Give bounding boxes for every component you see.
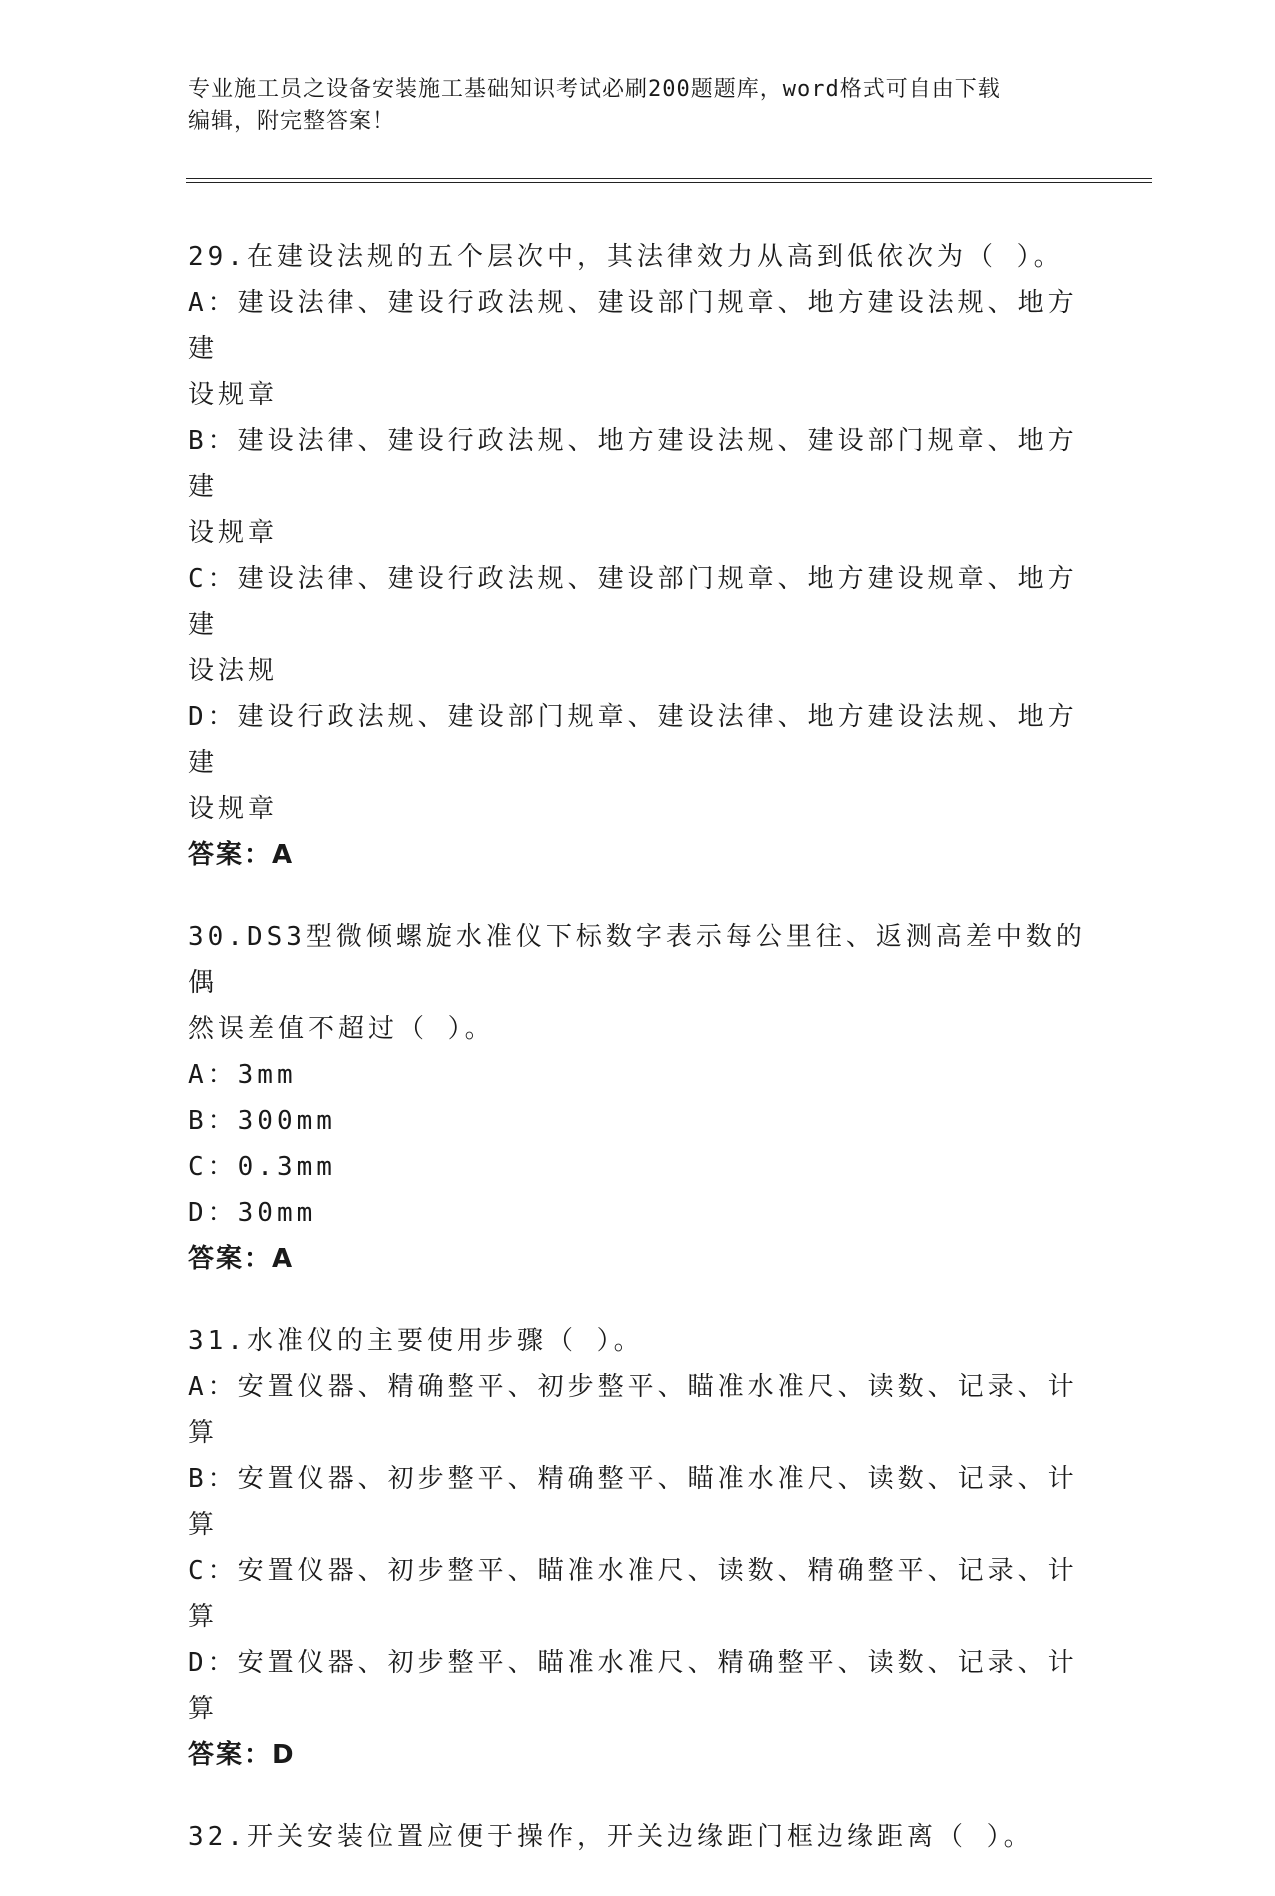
answer-label: 答案：D (188, 1740, 296, 1770)
option-a: A：建设法律、建设行政法规、建设部门规章、地方建设法规、地方建 设规章 (188, 288, 1078, 410)
question-stem: 31.水准仪的主要使用步骤（ ）。 (188, 1326, 644, 1356)
question-30 (188, 914, 1088, 1282)
option-d: D：安置仪器、初步整平、瞄准水准尺、精确整平、读数、记录、计算 (188, 1648, 1078, 1724)
question-29 (188, 234, 1088, 878)
option-b: B：300mm (188, 1106, 336, 1136)
option-a: A：安置仪器、精确整平、初步整平、瞄准水准尺、读数、记录、计算 (188, 1372, 1078, 1448)
option-b: B：安置仪器、初步整平、精确整平、瞄准水准尺、读数、记录、计算 (188, 1464, 1078, 1540)
header-title-line-2: 编辑，附完整答案！ (188, 109, 396, 134)
option-d: D：建设行政法规、建设部门规章、建设法律、地方建设法规、地方建 设规章 (188, 702, 1078, 824)
answer-label: 答案：A (188, 1244, 295, 1274)
option-d: D：30mm (188, 1198, 317, 1228)
question-31 (188, 1318, 1088, 1778)
option-b: B：建设法律、建设行政法规、地方建设法规、建设部门规章、地方建 设规章 (188, 426, 1078, 548)
question-stem: 30.DS3型微倾螺旋水准仪下标数字表示每公里往、返测高差中数的偶 (188, 922, 1086, 998)
header-divider (186, 178, 1152, 183)
option-c: C：安置仪器、初步整平、瞄准水准尺、读数、精确整平、记录、计算 (188, 1556, 1078, 1632)
option-c: C：建设法律、建设行政法规、建设部门规章、地方建设规章、地方建 设法规 (188, 564, 1078, 686)
question-32 (188, 1814, 1088, 1860)
header-title-line-1: 专业施工员之设备安装施工基础知识考试必刷200题题库，word格式可自由下载 (188, 77, 1001, 102)
answer-label: 答案：A (188, 840, 295, 870)
question-stem: 32.开关安装位置应便于操作，开关边缘距门框边缘距离（ ）。 (188, 1822, 1034, 1852)
option-a: A：3mm (188, 1060, 297, 1090)
question-stem-continued: 然误差值不超过（ ）。 (188, 1014, 495, 1044)
question-stem: 29.在建设法规的五个层次中，其法律效力从高到低依次为（ ）。 (188, 242, 1064, 272)
document-header (188, 74, 1088, 138)
question-list (188, 234, 1088, 1896)
option-c: C：0.3mm (188, 1152, 336, 1182)
